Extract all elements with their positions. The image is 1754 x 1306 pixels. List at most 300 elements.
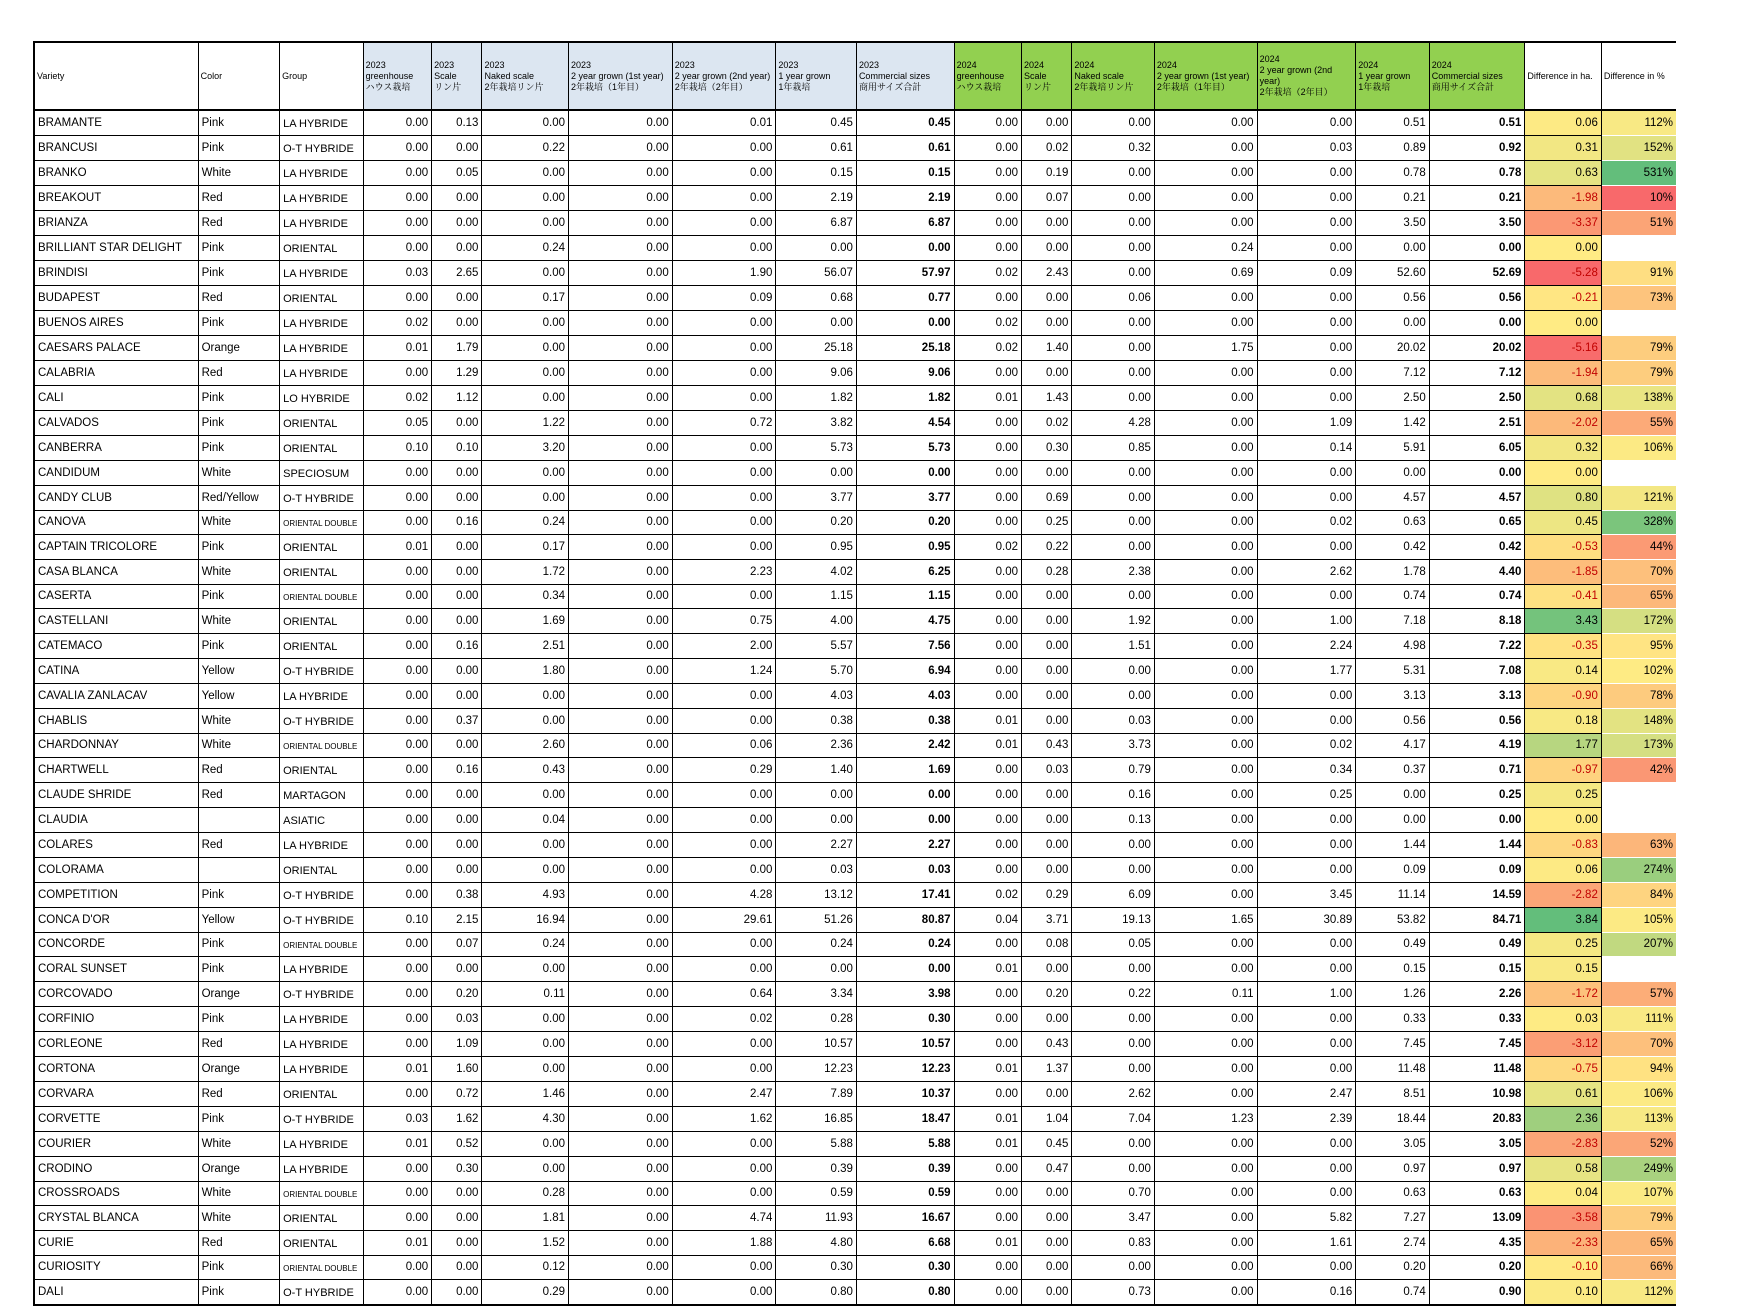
cell-group [280,883,364,908]
cell-group [280,1007,364,1032]
cell-2y-second-2023: 0.29 [672,758,776,783]
cell-scale-2023: 0.38 [432,883,482,908]
cell-commercial-2024: 7.45 [1429,1032,1525,1057]
cell-difference-pct: 112% [1601,110,1676,136]
table-row [34,261,1676,286]
cell-2y-second-2023: 0.00 [672,486,776,511]
table-row [34,1132,1676,1157]
cell-difference-pct: 328% [1601,511,1676,535]
cell-1y-2024: 7.45 [1356,1032,1429,1057]
cell-gh-2024: 0.04 [954,908,1021,933]
cell-variety: BUENOS AIRES [34,311,198,336]
cell-gh-2023: 0.01 [363,336,431,361]
cell-color: Pink [198,261,280,286]
cell-color: Yellow [198,908,280,933]
cell-2y-second-2023: 0.72 [672,411,776,436]
cell-group [280,560,364,585]
cell-2y-second-2024: 0.00 [1257,211,1356,236]
cell-gh-2023: 0.10 [363,908,431,933]
cell-1y-2024: 0.00 [1356,236,1429,261]
cell-1y-2024: 3.50 [1356,211,1429,236]
cell-gh-2024: 0.00 [954,1032,1021,1057]
cell-gh-2024: 0.00 [954,858,1021,883]
group-label: ORIENTAL [283,865,338,877]
cell-2y-second-2023: 4.28 [672,883,776,908]
cell-scale-2023: 0.72 [432,1082,482,1107]
cell-naked-scale-2024: 0.00 [1072,1007,1155,1032]
cell-color: Red [198,186,280,211]
cell-difference-pct: 95% [1601,634,1676,659]
cell-1y-2023: 4.02 [776,560,857,585]
cell-1y-2023: 1.40 [776,758,857,783]
cell-1y-2023: 5.73 [776,436,857,461]
cell-1y-2023: 3.34 [776,982,857,1007]
table-row [34,833,1676,858]
table-row [34,883,1676,908]
cell-commercial-2024: 0.33 [1429,1007,1525,1032]
cell-commercial-2024: 11.48 [1429,1057,1525,1082]
cell-naked-scale-2024: 4.28 [1072,411,1155,436]
cell-scale-2024: 3.71 [1022,908,1072,933]
cell-variety: BRILLIANT STAR DELIGHT [34,236,198,261]
cell-naked-scale-2023: 16.94 [482,908,569,933]
cell-naked-scale-2023: 0.00 [482,110,569,136]
cell-gh-2024: 0.01 [954,957,1021,982]
cell-commercial-2023: 3.77 [856,486,954,511]
header-2024-2y-first: 2024 2 year grown (1st year) 2年栽培（1年目） [1154,42,1257,110]
cell-1y-2023: 0.39 [776,1157,857,1182]
cell-2y-second-2024: 0.14 [1257,436,1356,461]
cell-commercial-2023: 0.00 [856,461,954,486]
cell-2y-first-2024: 0.00 [1154,709,1257,734]
cell-commercial-2024: 0.51 [1429,110,1525,136]
cell-commercial-2023: 6.25 [856,560,954,585]
cell-1y-2023: 10.57 [776,1032,857,1057]
cell-2y-second-2024: 0.00 [1257,336,1356,361]
table-row [34,783,1676,808]
group-label: LA HYBRIDE [283,168,348,180]
cell-1y-2024: 0.89 [1356,136,1429,161]
header-color: Color [198,42,280,110]
cell-commercial-2023: 57.97 [856,261,954,286]
cell-1y-2023: 0.80 [776,1280,857,1306]
group-label: ORIENTAL [283,1238,338,1250]
header-group: Group [280,42,364,110]
cell-commercial-2023: 0.03 [856,858,954,883]
cell-commercial-2024: 3.50 [1429,211,1525,236]
table-row [34,908,1676,933]
group-label: O-T HYBRIDE [283,666,354,678]
cell-2y-second-2023: 0.00 [672,161,776,186]
cell-commercial-2023: 1.15 [856,585,954,609]
cell-scale-2023: 0.00 [432,211,482,236]
cell-2y-first-2023: 0.00 [569,1007,673,1032]
cell-1y-2024: 0.00 [1356,311,1429,336]
cell-2y-second-2023: 0.00 [672,1032,776,1057]
cell-scale-2023: 1.60 [432,1057,482,1082]
cell-scale-2024: 0.00 [1022,311,1072,336]
cell-scale-2023: 0.00 [432,1231,482,1256]
cell-variety: CLAUDE SHRIDE [34,783,198,808]
cell-gh-2023: 0.00 [363,1157,431,1182]
cell-color: Yellow [198,684,280,709]
header-2024-commercial: 2024 Commercial sizes 商用サイズ合計 [1429,42,1525,110]
cell-1y-2024: 0.21 [1356,186,1429,211]
cell-commercial-2024: 0.42 [1429,535,1525,560]
cell-scale-2024: 0.00 [1022,585,1072,609]
cell-group [280,535,364,560]
cell-2y-first-2023: 0.00 [569,336,673,361]
cell-commercial-2024: 0.00 [1429,236,1525,261]
cell-gh-2023: 0.00 [363,1082,431,1107]
cell-2y-second-2023: 0.00 [672,1132,776,1157]
cell-difference-ha: 1.77 [1525,734,1602,758]
cell-2y-second-2024: 0.02 [1257,511,1356,535]
cell-2y-second-2023: 1.88 [672,1231,776,1256]
cell-color: Pink [198,386,280,411]
cell-2y-first-2023: 0.00 [569,436,673,461]
cell-commercial-2024: 1.44 [1429,833,1525,858]
cell-2y-second-2023: 0.00 [672,361,776,386]
cell-2y-first-2023: 0.00 [569,110,673,136]
cell-gh-2024: 0.00 [954,461,1021,486]
cell-difference-ha: 0.31 [1525,136,1602,161]
cell-scale-2024: 0.00 [1022,709,1072,734]
cell-scale-2023: 1.62 [432,1107,482,1132]
cell-gh-2024: 0.00 [954,186,1021,211]
cell-commercial-2024: 0.92 [1429,136,1525,161]
cell-color: Orange [198,1157,280,1182]
header-2024-naked-scale: 2024 Naked scale 2年栽培リン片 [1072,42,1155,110]
cell-1y-2023: 1.82 [776,386,857,411]
cell-2y-first-2023: 0.00 [569,361,673,386]
cell-gh-2023: 0.01 [363,1057,431,1082]
cell-1y-2023: 0.30 [776,1256,857,1280]
cell-naked-scale-2023: 0.22 [482,136,569,161]
cell-color: White [198,1206,280,1231]
group-label: ORIENTAL [283,293,338,305]
cell-difference-pct [1601,957,1676,982]
cell-difference-pct [1601,461,1676,486]
cell-commercial-2024: 4.19 [1429,734,1525,758]
cell-difference-ha: -2.83 [1525,1132,1602,1157]
cell-2y-first-2023: 0.00 [569,883,673,908]
cell-color: Red [198,783,280,808]
cell-2y-first-2024: 0.00 [1154,808,1257,833]
cell-variety: CORLEONE [34,1032,198,1057]
cell-group [280,585,364,609]
cell-variety: CASA BLANCA [34,560,198,585]
cell-gh-2023: 0.01 [363,535,431,560]
cell-2y-first-2024: 0.00 [1154,1057,1257,1082]
cell-scale-2023: 2.65 [432,261,482,286]
cell-2y-first-2024: 0.00 [1154,511,1257,535]
cell-1y-2023: 3.82 [776,411,857,436]
cell-scale-2024: 0.25 [1022,511,1072,535]
cell-1y-2024: 0.97 [1356,1157,1429,1182]
group-label: ORIENTAL [283,443,338,455]
cell-naked-scale-2023: 0.00 [482,211,569,236]
cell-group [280,361,364,386]
cell-commercial-2023: 0.00 [856,236,954,261]
cell-scale-2023: 0.00 [432,783,482,808]
cell-scale-2024: 1.04 [1022,1107,1072,1132]
cell-commercial-2024: 20.02 [1429,336,1525,361]
cell-naked-scale-2023: 0.00 [482,1057,569,1082]
cell-1y-2024: 0.00 [1356,808,1429,833]
cell-2y-second-2023: 2.00 [672,634,776,659]
cell-naked-scale-2023: 4.30 [482,1107,569,1132]
cell-2y-first-2023: 0.00 [569,261,673,286]
cell-2y-second-2023: 0.00 [672,136,776,161]
cell-naked-scale-2024: 0.00 [1072,486,1155,511]
cell-scale-2024: 0.19 [1022,161,1072,186]
cell-color: White [198,560,280,585]
cell-difference-pct: 106% [1601,1082,1676,1107]
header-2023-greenhouse: 2023 greenhouse ハウス栽培 [363,42,431,110]
cell-scale-2023: 0.00 [432,585,482,609]
cell-scale-2024: 0.22 [1022,535,1072,560]
cell-2y-second-2024: 0.34 [1257,758,1356,783]
cell-2y-second-2023: 0.02 [672,1007,776,1032]
cell-2y-first-2023: 0.00 [569,858,673,883]
cell-scale-2023: 0.00 [432,609,482,634]
cell-2y-second-2023: 0.00 [672,1057,776,1082]
header-2023-commercial: 2023 Commercial sizes 商用サイズ合計 [856,42,954,110]
cell-naked-scale-2024: 0.85 [1072,436,1155,461]
cell-2y-second-2024: 1.61 [1257,1231,1356,1256]
cell-variety: CHARDONNAY [34,734,198,758]
cell-variety: CHARTWELL [34,758,198,783]
cell-difference-ha: 0.58 [1525,1157,1602,1182]
group-label: ORIENTAL [283,616,338,628]
cell-2y-second-2024: 0.00 [1257,1256,1356,1280]
cell-difference-ha: -1.85 [1525,560,1602,585]
cell-scale-2023: 0.00 [432,186,482,211]
cell-1y-2023: 12.23 [776,1057,857,1082]
cell-1y-2023: 0.24 [776,933,857,957]
cell-commercial-2023: 3.98 [856,982,954,1007]
cell-2y-second-2023: 0.64 [672,982,776,1007]
cell-scale-2023: 0.00 [432,1280,482,1306]
cell-commercial-2023: 0.39 [856,1157,954,1182]
cell-naked-scale-2023: 0.04 [482,808,569,833]
cell-gh-2024: 0.00 [954,286,1021,311]
group-label: LA HYBRIDE [283,964,348,976]
cell-2y-second-2024: 0.02 [1257,734,1356,758]
cell-difference-ha: -0.41 [1525,585,1602,609]
cell-gh-2024: 0.00 [954,511,1021,535]
cell-2y-first-2024: 0.00 [1154,1082,1257,1107]
cell-1y-2024: 4.57 [1356,486,1429,511]
cell-scale-2024: 0.43 [1022,734,1072,758]
cell-naked-scale-2023: 0.24 [482,933,569,957]
cell-2y-second-2023: 1.62 [672,1107,776,1132]
cell-scale-2024: 0.00 [1022,1182,1072,1206]
cell-difference-pct: 63% [1601,833,1676,858]
cell-2y-first-2023: 0.00 [569,684,673,709]
cell-commercial-2024: 0.56 [1429,709,1525,734]
cell-naked-scale-2023: 1.22 [482,411,569,436]
cell-2y-second-2024: 0.00 [1257,1132,1356,1157]
cell-scale-2024: 1.43 [1022,386,1072,411]
table-row [34,286,1676,311]
cell-commercial-2024: 2.50 [1429,386,1525,411]
cell-color: Red/Yellow [198,486,280,511]
cell-2y-second-2024: 0.00 [1257,161,1356,186]
cell-variety: CALI [34,386,198,411]
cell-difference-pct: 91% [1601,261,1676,286]
cell-gh-2023: 0.00 [363,511,431,535]
cell-1y-2023: 4.00 [776,609,857,634]
cell-2y-first-2024: 0.69 [1154,261,1257,286]
cell-commercial-2023: 1.82 [856,386,954,411]
cell-difference-ha: -1.94 [1525,361,1602,386]
cell-gh-2023: 0.00 [363,808,431,833]
cell-difference-ha: 0.61 [1525,1082,1602,1107]
cell-naked-scale-2024: 3.73 [1072,734,1155,758]
table-row [34,709,1676,734]
cell-naked-scale-2024: 2.38 [1072,560,1155,585]
header-2023-2y-first: 2023 2 year grown (1st year) 2年栽培（1年目） [569,42,673,110]
cell-2y-second-2024: 0.00 [1257,1032,1356,1057]
cell-2y-second-2024: 2.47 [1257,1082,1356,1107]
cell-commercial-2023: 6.94 [856,659,954,684]
cell-gh-2023: 0.00 [363,211,431,236]
cell-commercial-2024: 2.26 [1429,982,1525,1007]
cell-commercial-2024: 52.69 [1429,261,1525,286]
cell-1y-2024: 0.56 [1356,709,1429,734]
cell-difference-ha: 0.14 [1525,659,1602,684]
cell-group [280,1132,364,1157]
cell-2y-second-2024: 1.00 [1257,982,1356,1007]
cell-color [198,858,280,883]
cell-1y-2023: 0.61 [776,136,857,161]
cell-1y-2024: 7.12 [1356,361,1429,386]
cell-difference-ha: 0.15 [1525,957,1602,982]
cell-gh-2024: 0.00 [954,1182,1021,1206]
cell-color: White [198,461,280,486]
cell-1y-2024: 7.27 [1356,1206,1429,1231]
cell-group [280,436,364,461]
cell-1y-2024: 8.51 [1356,1082,1429,1107]
table-row [34,1007,1676,1032]
cell-commercial-2024: 4.35 [1429,1231,1525,1256]
cell-variety: CORCOVADO [34,982,198,1007]
table-row [34,808,1676,833]
cell-2y-first-2023: 0.00 [569,758,673,783]
cell-group [280,261,364,286]
cell-2y-first-2024: 0.00 [1154,858,1257,883]
cell-commercial-2023: 0.80 [856,1280,954,1306]
cell-group [280,684,364,709]
cell-group [280,411,364,436]
cell-1y-2023: 4.03 [776,684,857,709]
cell-color: Red [198,758,280,783]
cell-gh-2023: 0.00 [363,1182,431,1206]
cell-2y-first-2023: 0.00 [569,211,673,236]
cell-commercial-2024: 0.25 [1429,783,1525,808]
table-row [34,684,1676,709]
cell-commercial-2023: 10.37 [856,1082,954,1107]
cell-color: Red [198,833,280,858]
cell-naked-scale-2023: 0.11 [482,982,569,1007]
cell-naked-scale-2023: 0.00 [482,1157,569,1182]
cell-color: Orange [198,336,280,361]
cell-scale-2023: 0.00 [432,684,482,709]
cell-2y-first-2023: 0.00 [569,560,673,585]
cell-2y-first-2023: 0.00 [569,833,673,858]
group-label: LO HYBRIDE [283,393,350,405]
cell-2y-first-2024: 0.00 [1154,535,1257,560]
cell-2y-first-2023: 0.00 [569,609,673,634]
cell-color: Pink [198,436,280,461]
table-row [34,734,1676,758]
cell-commercial-2024: 0.09 [1429,858,1525,883]
cell-scale-2023: 0.00 [432,957,482,982]
cell-2y-second-2024: 0.09 [1257,261,1356,286]
table-row [34,1280,1676,1306]
cell-scale-2023: 0.00 [432,1182,482,1206]
cell-variety: COLORAMA [34,858,198,883]
cell-commercial-2023: 0.00 [856,808,954,833]
cell-difference-pct: 79% [1601,361,1676,386]
cell-1y-2023: 13.12 [776,883,857,908]
cell-commercial-2023: 4.75 [856,609,954,634]
cell-difference-ha: -3.58 [1525,1206,1602,1231]
cell-2y-first-2023: 0.00 [569,933,673,957]
cell-commercial-2024: 7.12 [1429,361,1525,386]
cell-naked-scale-2024: 0.00 [1072,1132,1155,1157]
cell-1y-2023: 0.00 [776,236,857,261]
cell-1y-2024: 1.78 [1356,560,1429,585]
cell-2y-first-2024: 0.00 [1154,1280,1257,1306]
cell-difference-ha: -5.16 [1525,336,1602,361]
cell-gh-2023: 0.00 [363,286,431,311]
cell-group [280,386,364,411]
cell-1y-2024: 18.44 [1356,1107,1429,1132]
cell-commercial-2024: 4.40 [1429,560,1525,585]
cell-difference-ha: 0.03 [1525,1007,1602,1032]
cell-color: Pink [198,634,280,659]
cell-commercial-2023: 12.23 [856,1057,954,1082]
table-row [34,609,1676,634]
cell-2y-second-2023: 0.00 [672,436,776,461]
cell-2y-second-2024: 0.00 [1257,461,1356,486]
cell-color: Red [198,1032,280,1057]
cell-1y-2023: 0.15 [776,161,857,186]
cell-color: White [198,1132,280,1157]
cell-gh-2024: 0.00 [954,585,1021,609]
cell-naked-scale-2023: 1.80 [482,659,569,684]
cell-gh-2024: 0.02 [954,883,1021,908]
cell-2y-second-2023: 0.06 [672,734,776,758]
group-label: ORIENTAL [283,418,338,430]
cell-1y-2024: 0.63 [1356,511,1429,535]
cell-difference-ha: -0.83 [1525,833,1602,858]
cell-2y-first-2024: 0.00 [1154,1132,1257,1157]
cell-scale-2024: 0.00 [1022,1231,1072,1256]
cell-difference-pct: 73% [1601,286,1676,311]
cell-gh-2023: 0.00 [363,110,431,136]
cell-naked-scale-2024: 6.09 [1072,883,1155,908]
cell-gh-2023: 0.00 [363,734,431,758]
cell-naked-scale-2023: 0.28 [482,1182,569,1206]
cell-group [280,110,364,136]
cell-naked-scale-2024: 0.00 [1072,386,1155,411]
group-label: LA HYBRIDE [283,1064,348,1076]
cell-2y-first-2023: 0.00 [569,461,673,486]
